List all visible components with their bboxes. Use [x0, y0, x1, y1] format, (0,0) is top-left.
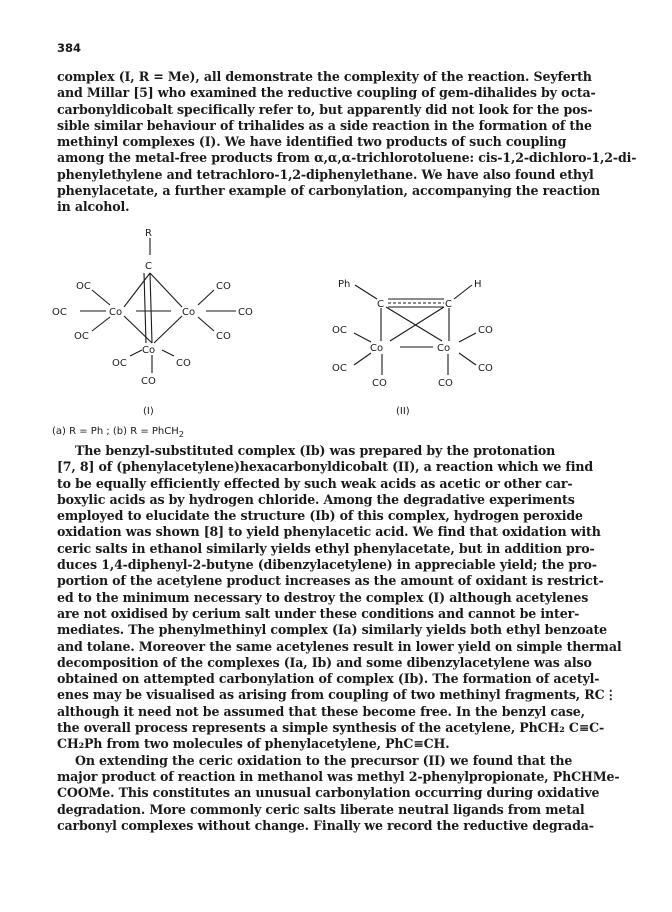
text-line: among the metal-free products from α,α,α-trichlorotoluene: cis-1,2-dichloro-1,2-di- — [57, 150, 637, 166]
phenyl-label: Ph — [338, 279, 351, 290]
text-line: complex (I, R = Me), all demonstrate the complexity of the reaction. Seyferth — [57, 69, 592, 84]
cobalt-atom-label: Co — [370, 343, 384, 354]
cobalt-atom-label: Co — [142, 345, 156, 356]
oc-ligand-label: OC — [332, 363, 347, 374]
text-line: boxylic acids as by hydrogen chloride. Among the degradative experiments — [57, 491, 575, 507]
text-line: sible similar behaviour of trihalides as a side reaction in the formation of the — [57, 117, 592, 133]
oc-ligand-label: OC — [76, 281, 91, 292]
text-line: decomposition of the complexes (Ia, Ib) and some dibenzylacetylene was also — [57, 654, 592, 670]
co-ligand-label: CO — [216, 331, 231, 342]
oc-ligand-label: OC — [112, 358, 127, 369]
r-label: R — [145, 228, 152, 239]
paragraph-2 — [57, 443, 651, 834]
cobalt-atom-label: Co — [109, 307, 123, 318]
page-number: 384 — [57, 41, 82, 55]
alkyne-carbon-label: C — [445, 299, 452, 310]
caption-text: (a) R = Ph ; (b) R = PhCH — [52, 426, 179, 437]
alkyne-carbon-label: C — [377, 299, 384, 310]
text-line: although it need not be assumed that these become free. In the benzyl case, — [57, 703, 585, 719]
text-line: duces 1,4-diphenyl-2-butyne (dibenzylacetylene) in appreciable yield; the pro- — [57, 557, 597, 573]
text-line: degradation. More commonly ceric salts liberate neutral ligands from metal — [57, 801, 585, 817]
caption-subscript: 2 — [178, 429, 185, 439]
text-line: ed to the minimum necessary to destroy the complex (I) although acetylenes — [57, 589, 589, 605]
text-line: carbonyl complexes without change. Finally we record the reductive degrada- — [57, 817, 594, 833]
text-line: phenylethylene and tetrachloro-1,2-diphenylethane. We have also found ethyl — [57, 166, 594, 182]
hydrogen-label: H — [474, 279, 482, 290]
text-line: ceric salts in ethanol similarly yields ethyl phenylacetate, but in addition pro- — [57, 540, 595, 556]
text-line: [7, 8] of (phenylacetylene)hexacarbonyldicobalt (II), a reaction which we find — [57, 459, 593, 475]
co-ligand-label: CO — [216, 281, 231, 292]
text-line: portion of the acetylene product increases as the amount of oxidant is restrict- — [57, 573, 604, 589]
co-ligand-label: CO — [238, 307, 253, 318]
text-line: phenylacetate, a further example of carbonylation, accompanying the reaction — [57, 183, 601, 199]
cobalt-atom-label: Co — [182, 307, 196, 318]
cobalt-atom-label: Co — [437, 343, 451, 354]
co-ligand-label: CO — [141, 376, 156, 387]
text-line: mediates. The phenylmethinyl complex (Ia) similarly yields both ethyl benzoate — [57, 622, 607, 638]
text-line: and tolane. Moreover the same acetylenes result in lower yield on simple thermal — [57, 638, 622, 654]
methinyl-carbon-label: C — [145, 261, 152, 272]
figure-caption — [52, 426, 184, 439]
oc-ligand-label: OC — [52, 307, 67, 318]
oc-ligand-label: OC — [332, 325, 347, 336]
text-line: and Millar [5] who examined the reductive coupling of gem-dihalides by octa- — [57, 85, 596, 101]
text-line: obtained on attempted carbonylation of complex (Ib). The formation of acetyl- — [57, 671, 600, 687]
co-ligand-label: CO — [372, 378, 387, 389]
co-ligand-label: CO — [176, 358, 191, 369]
text-line: oxidation was shown [8] to yield phenylacetic acid. We find that oxidation with — [57, 524, 601, 540]
text-line: carbonyldicobalt specifically refer to, but apparently did not look for the pos- — [57, 101, 593, 117]
co-ligand-label: CO — [478, 363, 493, 374]
oc-ligand-label: OC — [74, 331, 89, 342]
structures-drawing — [40, 223, 640, 445]
text-line: employed to elucidate the structure (Ib) of this complex, hydrogen peroxide — [57, 508, 583, 524]
text-line: CH₂Ph from two molecules of phenylacetylene, PhC≡CH. — [57, 736, 450, 752]
chemical-structures-figure — [40, 223, 640, 445]
text-line: enes may be visualised as arising from coupling of two methinyl fragments, RC⋮ — [57, 687, 617, 703]
structure-I-label: (I) — [143, 406, 154, 417]
text-line: COOMe. This constitutes an unusual carbonylation occurring during oxidative — [57, 785, 600, 801]
co-ligand-label: CO — [438, 378, 453, 389]
text-line: to be equally efficiently effected by such weak acids as acetic or other car- — [57, 475, 573, 491]
co-ligand-label: CO — [478, 325, 493, 336]
text-line: The benzyl-substituted complex (Ib) was prepared by the protonation — [75, 443, 556, 458]
text-line: the overall process represents a simple synthesis of the acetylene, PhCH₂ C≡C- — [57, 720, 605, 736]
structure-II-label: (II) — [396, 406, 410, 417]
text-line: are not oxidised by cerium salt under these conditions and cannot be inter- — [57, 605, 580, 621]
text-line: On extending the ceric oxidation to the precursor (II) we found that the — [75, 752, 573, 768]
text-line: in alcohol. — [57, 199, 130, 215]
text-line: methinyl complexes (I). We have identified two products of such coupling — [57, 134, 567, 150]
paragraph-1 — [57, 69, 651, 216]
text-line: major product of reaction in methanol was methyl 2-phenylpropionate, PhCHMe- — [57, 768, 620, 784]
